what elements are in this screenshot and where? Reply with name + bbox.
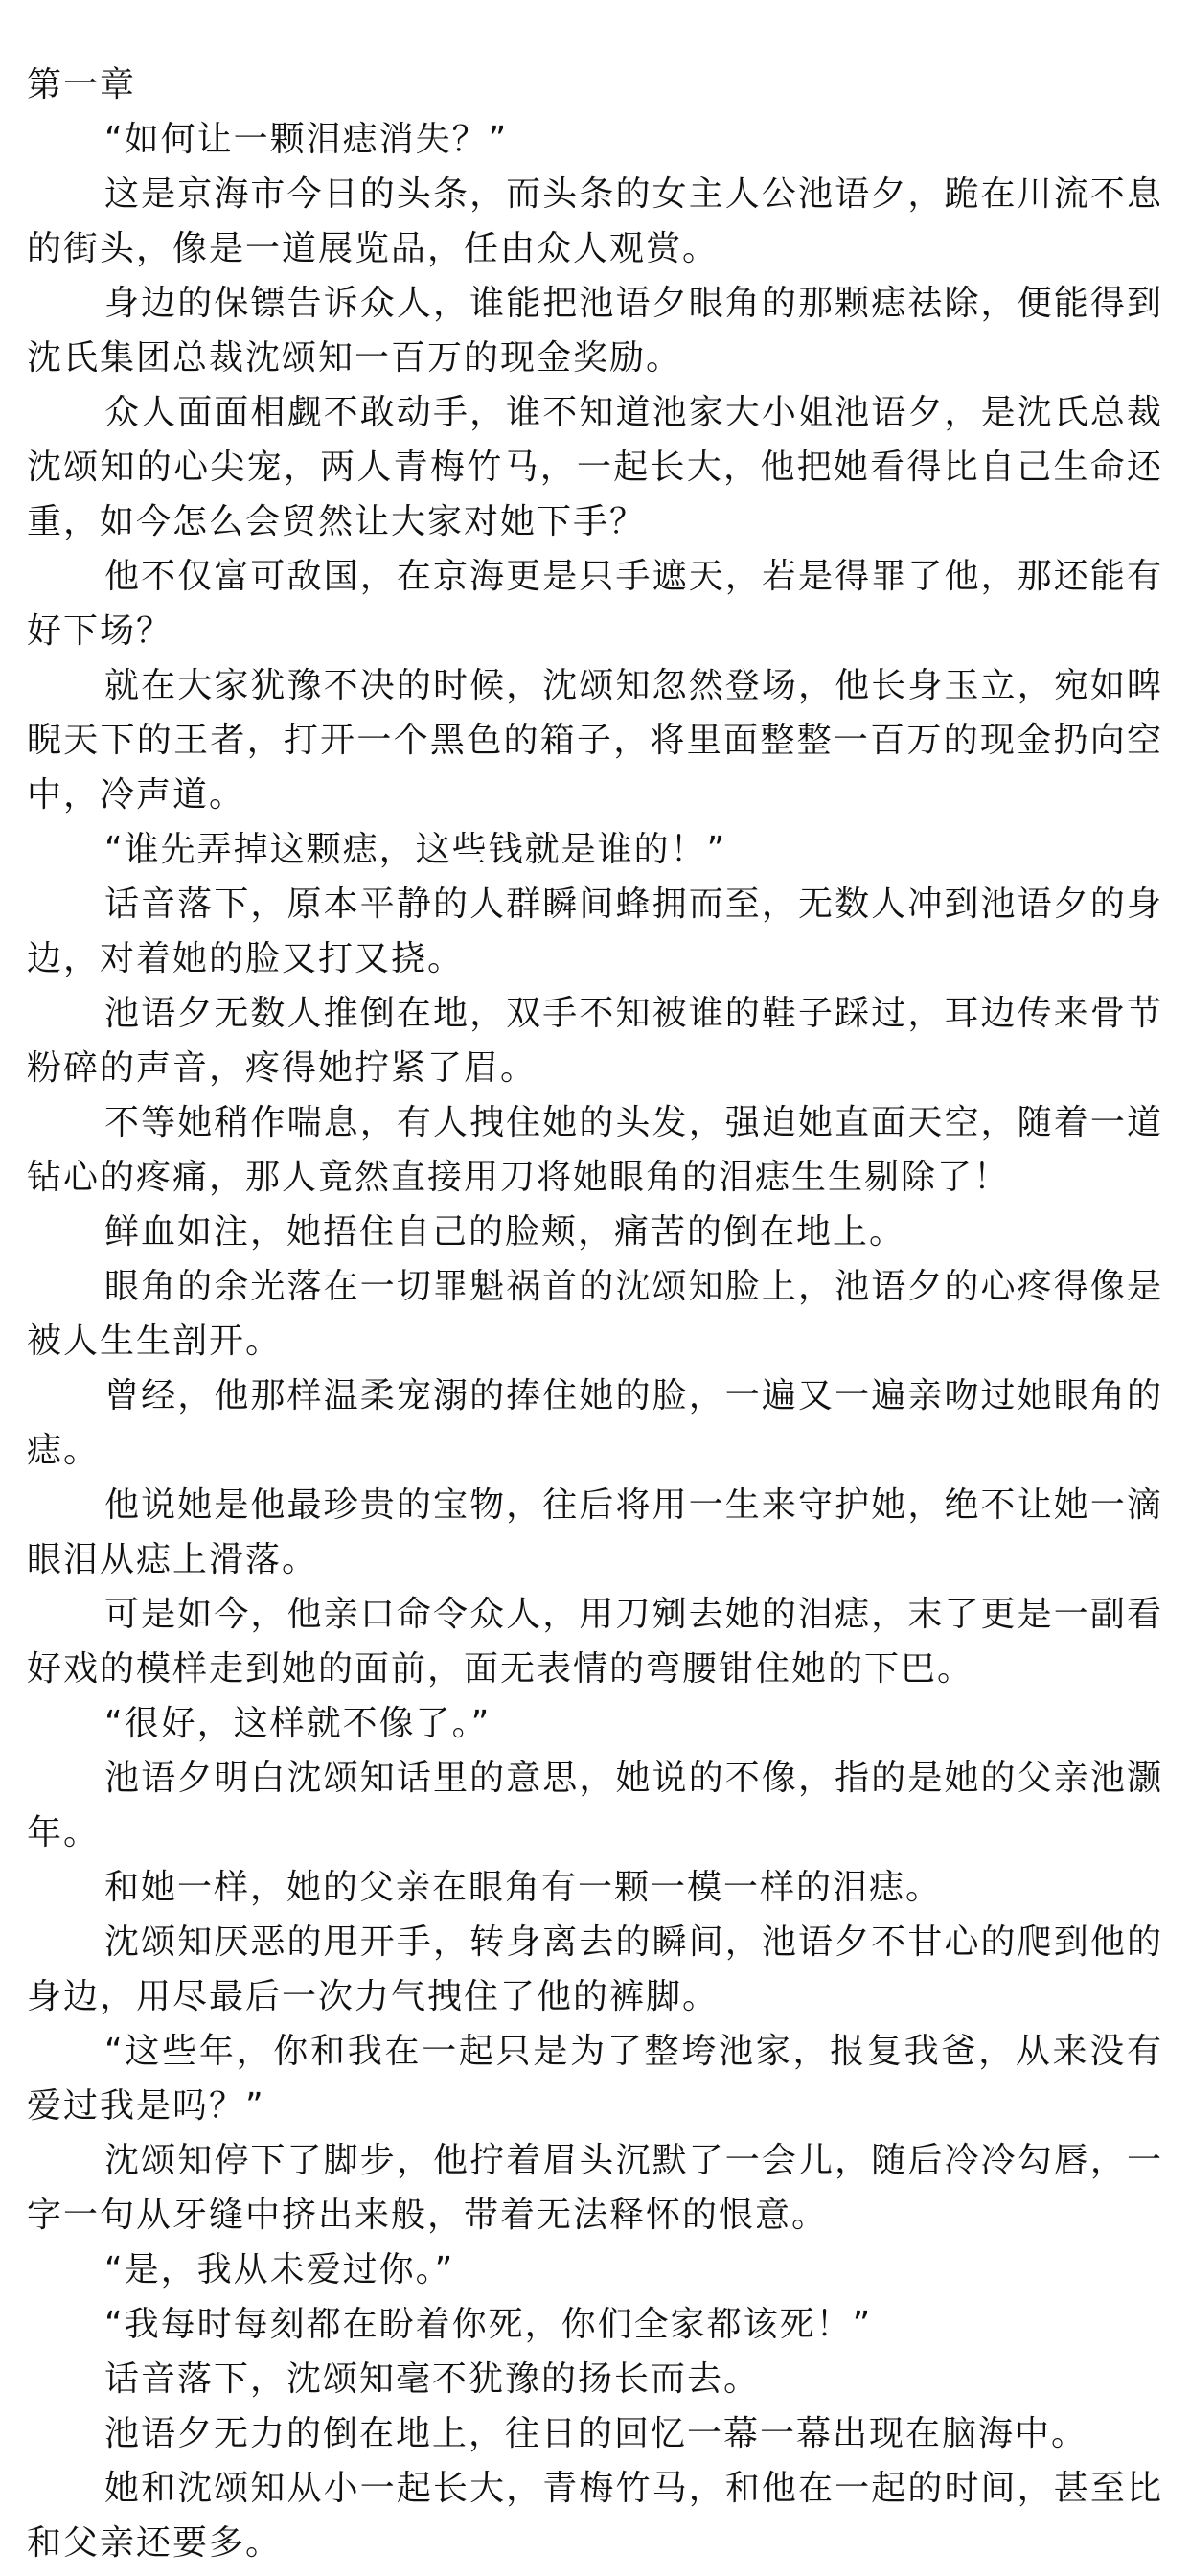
paragraph: 池语夕无力的倒在地上，往日的回忆一幕一幕出现在脑海中。 xyxy=(104,2414,1088,2453)
paragraph: 这是京海市今日的头条，而头条的女主人公池语夕，跪在川流不息的街头，像是一道展览品，任由众人观赏。 xyxy=(27,174,1163,268)
paragraph: 话音落下，原本平静的人群瞬间蜂拥而至，无数人冲到池语夕的身边，对着她的脸又打又挠。 xyxy=(27,885,1163,978)
paragraph: 和她一样，她的父亲在眼角有一颗一模一样的泪痣。 xyxy=(104,1868,943,1907)
paragraph: “这些年，你和我在一起只是为了整垮池家，报复我爸，从来没有爱过我是吗？” xyxy=(27,2032,1163,2126)
paragraph: 眼角的余光落在一切罪魁祸首的沈颂知脸上，池语夕的心疼得像是被人生生剖开。 xyxy=(27,1267,1163,1361)
paragraph: 池语夕明白沈颂知话里的意思，她说的不像，指的是她的父亲池灏年。 xyxy=(27,1759,1163,1852)
paragraph: 就在大家犹豫不决的时候，沈颂知忽然登场，他长身玉立，宛如睥睨天下的王者，打开一个黑色的箱子，将里面整整一百万的现金扔向空中，冷声道。 xyxy=(27,666,1163,815)
paragraph: “是，我从未爱过你。” xyxy=(104,2250,455,2289)
paragraph: 众人面面相觑不敢动手，谁不知道池家大小姐池语夕，是沈氏总裁沈颂知的心尖宠，两人青梅竹马，一起长大，他把她看得比自己生命还重，如今怎么会贸然让大家对她下手？ xyxy=(27,393,1163,541)
paragraph: 他不仅富可敌国，在京海更是只手遮天，若是得罪了他，那还能有好下场？ xyxy=(27,557,1163,651)
paragraph: 可是如今，他亲口命令众人，用刀剜去她的泪痣，末了更是一副看好戏的模样走到她的面前，面无表情的弯腰钳住她的下巴。 xyxy=(27,1595,1163,1689)
paragraph: 身边的保镖告诉众人，谁能把池语夕眼角的那颗痣祛除，便能得到沈氏集团总裁沈颂知一百万的现金奖励。 xyxy=(27,284,1163,378)
paragraph: 池语夕无数人推倒在地，双手不知被谁的鞋子踩过，耳边传来骨节粉碎的声音，疼得她拧紧了眉。 xyxy=(27,994,1163,1088)
paragraph: 她和沈颂知从小一起长大，青梅竹马，和他在一起的时间，甚至比和父亲还要多。 xyxy=(27,2469,1163,2563)
chapter-title: 第一章 xyxy=(27,65,137,104)
paragraph: “很好，这样就不像了。” xyxy=(104,1704,492,1743)
paragraph: “我每时每刻都在盼着你死，你们全家都该死！” xyxy=(104,2305,873,2344)
paragraph: 话音落下，沈颂知毫不犹豫的扬长而去。 xyxy=(104,2359,761,2399)
paragraph: 他说她是他最珍贵的宝物，往后将用一生来守护她，绝不让她一滴眼泪从痣上滑落。 xyxy=(27,1485,1163,1579)
paragraph: 沈颂知厌恶的甩开手，转身离去的瞬间，池语夕不甘心的爬到他的身边，用尽最后一次力气拽住了他的裤脚。 xyxy=(27,1922,1163,2016)
paragraph: 不等她稍作喘息，有人拽住她的头发，强迫她直面天空，随着一道钻心的疼痛，那人竟然直接用刀将她眼角的泪痣生生剔除了！ xyxy=(27,1103,1163,1197)
paragraph: 沈颂知停下了脚步，他拧着眉头沉默了一会儿，随后冷冷勾唇，一字一句从牙缝中挤出来般，带着无法释怀的恨意。 xyxy=(27,2141,1163,2235)
paragraph: 鲜血如注，她捂住自己的脸颊，痛苦的倒在地上。 xyxy=(104,1212,906,1252)
paragraph: 曾经，他那样温柔宠溺的捧住她的脸，一遍又一遍亲吻过她眼角的痣。 xyxy=(27,1376,1163,1470)
paragraph: “谁先弄掉这颗痣，这些钱就是谁的！” xyxy=(104,830,727,869)
paragraph: “如何让一颗泪痣消失？” xyxy=(104,120,509,159)
